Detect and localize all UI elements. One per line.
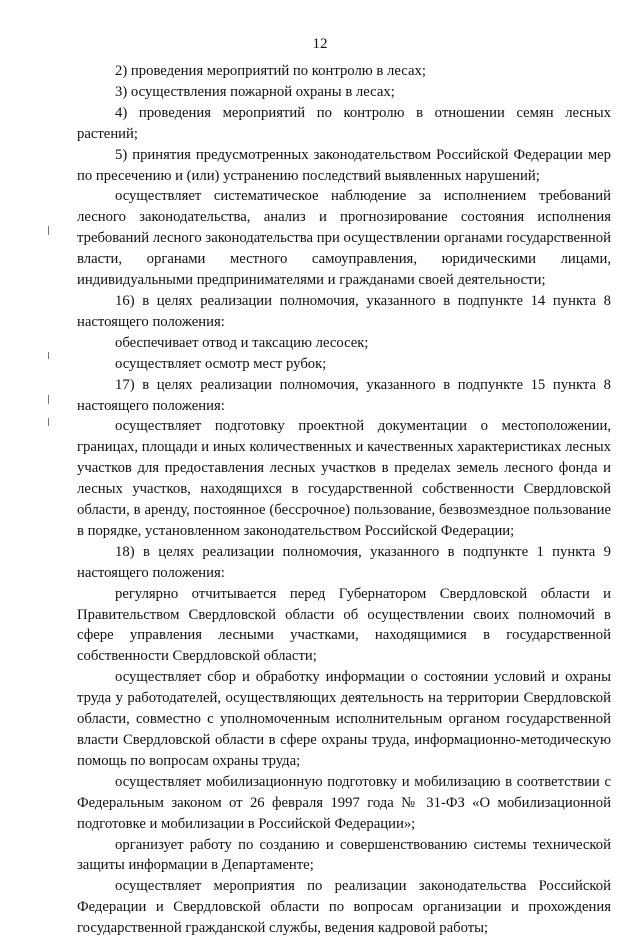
paragraph: осуществляет мероприятия по реализации законодательства Российской Федерации и Свердловской области по вопросам организации и прохождения государственной гражданской службы, ведения кадровой работы; (77, 878, 611, 937)
document-body (77, 61, 611, 939)
paragraph: 4) проведения мероприятий по контролю в отношении семян лесных растений; (77, 104, 611, 142)
paragraph: 3) осуществления пожарной охраны в лесах; (115, 83, 395, 100)
paragraph: 2) проведения мероприятий по контролю в лесах; (115, 63, 426, 79)
paragraph: регулярно отчитывается перед Губернатором Свердловской области и Правительством Свердловской области об осуществлении своих полномочий в сфере управления лесными участками, находящимися в государственной собственности Свердловской области; (77, 585, 611, 665)
margin-mark (48, 352, 49, 359)
page-number: 12 (312, 36, 328, 52)
paragraph: осуществляет сбор и обработку информации о состоянии условий и охраны труда у работодателей, осуществляющих деятельность на территории Свердловской области, совместно с уполномоченным исполнительным органом государственной власти Свердловской области в сфере охраны труда, информационно-методическую помощь по вопросам охраны труда; (77, 669, 611, 769)
paragraph: осуществляет мобилизационную подготовку и мобилизацию в соответствии с Федеральным законом от 26 февраля 1997 года № 31-ФЗ «О мобилизационной подготовке и мобилизации в Российской Федерации»; (77, 773, 611, 832)
paragraph: осуществляет систематическое наблюдение за исполнением требований лесного законодательства, анализ и прогнозирование состояния исполнения требований лесного законодательства при осуществлении органами государственной власти, органами местного самоуправления, юридическими лицами, индивидуальными предпринимателями и гражданами своей деятельности; (77, 188, 611, 289)
paragraph: 17) в целях реализации полномочия, указанного в подпункте 15 пункта 8 настоящего положения: (77, 376, 611, 414)
paragraph: 18) в целях реализации полномочия, указанного в подпункте 1 пункта 9 настоящего положения: (77, 543, 611, 581)
paragraph: 16) в целях реализации полномочия, указанного в подпункте 14 пункта 8 настоящего положения: (77, 292, 611, 330)
paragraph: обеспечивает отвод и таксацию лесосек; (115, 334, 369, 351)
paragraph: осуществляет подготовку проектной документации о местоположении, границах, площади и иных количественных и качественных характеристиках лесных участков для предоставления лесных участков в пределах земель лесного фонда и лесных участков, находящихся в государственной собственности Свердловской области, в аренду, постоянное (бессрочное) пользование, безвозмездное пользование в порядке, установленном законодательством Российской Федерации; (77, 418, 611, 539)
paragraph: организует работу по созданию и совершенствованию системы технической защиты информации в Департаменте; (77, 836, 611, 874)
paragraph: осуществляет осмотр мест рубок; (115, 355, 327, 372)
margin-mark (48, 226, 49, 235)
margin-mark (48, 395, 49, 404)
margin-mark (48, 418, 49, 426)
paragraph: 5) принятия предусмотренных законодательством Российской Федерации мер по пресечению и (или) устранению последствий выявленных нарушений; (77, 146, 611, 184)
